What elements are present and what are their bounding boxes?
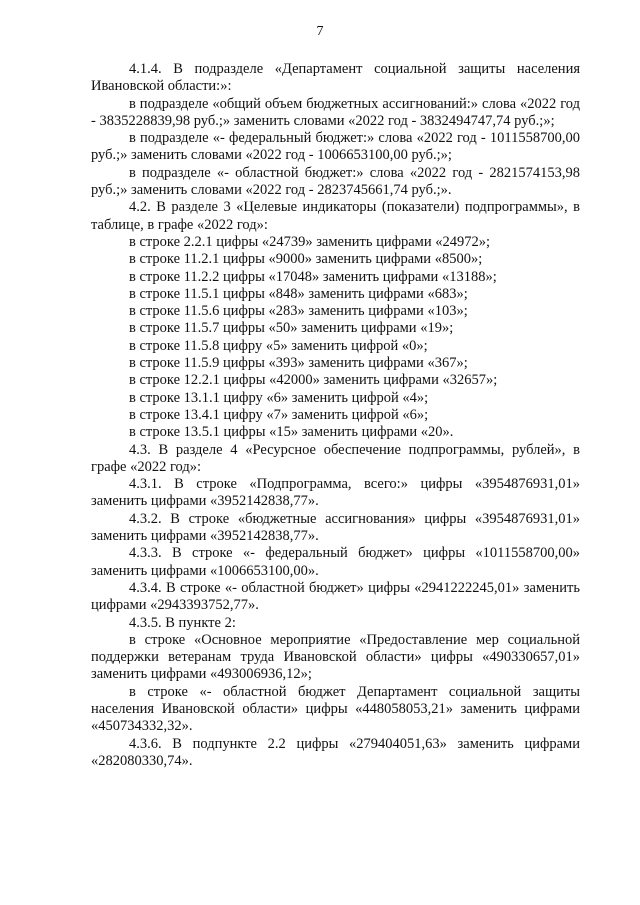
paragraph-4-3-5: 4.3.5. В пункте 2: — [129, 614, 236, 631]
paragraph-4-3-4: 4.3.4. В строке «- областной бюджет» цифры «2941222245,01» заменить цифрами «2943393752,77». — [91, 579, 580, 614]
paragraph-4-1-4: 4.1.4. В подразделе «Департамент социальной защиты населения Ивановской области:»: — [91, 61, 580, 95]
paragraph-regional-budget: в подразделе «- областной бюджет:» слова «2022 год - 2821574153,98 руб.;» заменить словами «2022 год - 2823745661,74 руб.;». — [91, 164, 580, 199]
paragraph-regional-budget-department: в строке «- областной бюджет Департамент социальной защиты населения Ивановской области» цифры «448058053,21» заменить цифрами «450734332,32». — [91, 683, 580, 735]
list-item-row-13-4-1: в строке 13.4.1 цифру «7» заменить цифрой «6»; — [129, 406, 429, 423]
list-item-row-11-5-1: в строке 11.5.1 цифры «848» заменить цифрами «683»; — [129, 285, 468, 302]
document-body — [91, 61, 580, 770]
paragraph-4-3-1: 4.3.1. В строке «Подпрограмма, всего:» цифры «3954876931,01» заменить цифрами «3952142838,77». — [91, 476, 580, 510]
list-item-row-11-5-6: в строке 11.5.6 цифры «283» заменить цифрами «103»; — [129, 303, 468, 320]
paragraph-federal-budget: в подразделе «- федеральный бюджет:» слова «2022 год - 1011558700,00 руб.;» заменить словами «2022 год - 1006653100,00 руб.;»; — [91, 130, 580, 164]
list-item-row-13-5-1: в строке 13.5.1 цифры «15» заменить цифрами «20». — [129, 424, 454, 441]
paragraph-4-3-2: 4.3.2. В строке «бюджетные ассигнования» цифры «3954876931,01» заменить цифрами «3952142838,77». — [91, 510, 580, 545]
list-item-row-11-2-1: в строке 11.2.1 цифры «9000» заменить цифрами «8500»; — [129, 251, 483, 268]
list-item-row-11-2-2: в строке 11.2.2 цифры «17048» заменить цифрами «13188»; — [129, 268, 497, 285]
list-item-row-13-1-1: в строке 13.1.1 цифру «6» заменить цифрой «4»; — [129, 389, 429, 406]
paragraph-4-3-3: 4.3.3. В строке «- федеральный бюджет» цифры «1011558700,00» заменить цифрами «1006653100,00». — [91, 545, 580, 579]
list-item-row-11-5-8: в строке 11.5.8 цифру «5» заменить цифрой «0»; — [129, 337, 428, 354]
paragraph-4-2: 4.2. В разделе 3 «Целевые индикаторы (показатели) подпрограммы», в таблице, в графе «2022 год»: — [91, 199, 580, 233]
page-number: 7 — [316, 24, 324, 39]
paragraph-4-3: 4.3. В разделе 4 «Ресурсное обеспечение подпрограммы, рублей», в графе «2022 год»: — [91, 441, 580, 475]
list-item-row-12-2-1: в строке 12.2.1 цифры «42000» заменить цифрами «32657»; — [129, 372, 498, 389]
list-item-row-11-5-9: в строке 11.5.9 цифры «393» заменить цифрами «367»; — [129, 355, 468, 372]
paragraph-total-allocations: в подразделе «общий объем бюджетных ассигнований:» слова «2022 год - 3835228839,98 руб.;» заменить словами «2022 год - 3832494747,74 руб.;»; — [91, 95, 580, 129]
list-item-row-2-2-1: в строке 2.2.1 цифры «24739» заменить цифрами «24972»; — [129, 233, 491, 250]
paragraph-4-3-6: 4.3.6. В подпункте 2.2 цифры «279404051,63» заменить цифрами «282080330,74». — [91, 735, 580, 769]
paragraph-main-activity: в строке «Основное мероприятие «Предоставление мер социальной поддержки ветеранам труда Ивановской области» цифры «490330657,01» заменить цифрами «493006936,12»; — [91, 631, 580, 683]
list-item-row-11-5-7: в строке 11.5.7 цифры «50» заменить цифрами «19»; — [129, 320, 454, 337]
